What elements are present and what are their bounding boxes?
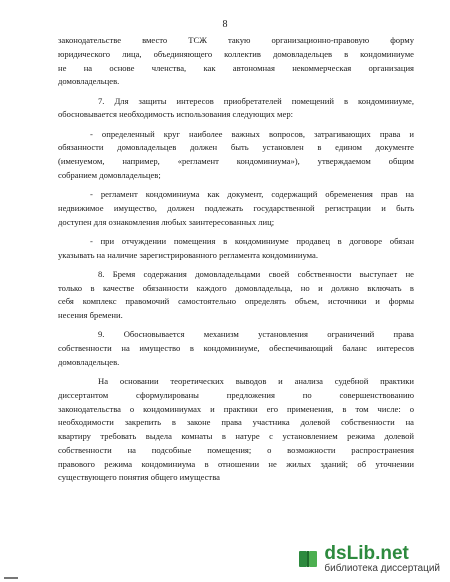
text-line: только в качестве обязанности каждого домовладельца, но и должно включать в [58, 282, 414, 293]
text-line: домовладельцев. [58, 76, 120, 87]
list-item-2-start: - регламент кондоминиума как документ, содержащий обременения прав на [90, 189, 414, 199]
text-line: домовладельцев. [58, 356, 120, 367]
text-line: обосновывается необходимость использования следующих мер: [58, 109, 293, 120]
text-line: не на основе членства, как автономная некоммерческая организация [58, 62, 414, 73]
site-watermark[interactable] [293, 542, 444, 576]
text-line: недвижимое имущество, должен подлежать государственной регистрации и быть [58, 202, 414, 213]
text-line: себя комплекс правомочий самостоятельно определять объем, источники и формы [58, 296, 414, 307]
text-line: доступен для ознакомления любых заинтересованных лиц; [58, 216, 275, 227]
book-logo-icon [297, 548, 319, 570]
text-line: существующего понятия общего имущества [58, 472, 220, 483]
watermark-site-name: dsLib.net [324, 543, 409, 564]
text-line: законодательстве вместо ТСЖ такую организационно-правовую форму [58, 35, 414, 45]
list-item-1-start: - определенный круг наиболее важных вопросов, затрагивающих права и [90, 128, 414, 139]
text-line: правового режима кондоминиума в отношении не жилых зданий; об уточнении [58, 458, 414, 469]
text-line: собранием домовладельцев; [58, 169, 161, 180]
text-line: (именуемом, например, «регламент кондоминиума»), утверждаемом общим [58, 156, 414, 166]
text-line: необходимости закрепить в законе права участника долевой собственности на [58, 417, 414, 428]
corner-mark [4, 577, 18, 579]
body-text [58, 34, 414, 485]
text-line: указывать на наличие зарегистрированного регламента кондоминиума. [58, 249, 319, 260]
text-line: обязанности домовладельцев должен быть установлен в едином документе [58, 142, 414, 153]
watermark-tagline: библиотека диссертаций [324, 563, 440, 574]
page-number: 8 [222, 19, 228, 30]
paragraph-8-start: 8. Бремя содержания домовладельцами своей собственности выступает не [98, 268, 414, 279]
paragraph-7-start: 7. Для защиты интересов приобретателей помещений в кондоминиуме, [98, 95, 414, 106]
text-line: несения бремени. [58, 310, 123, 320]
text-line: юридического лица, объединяющего коллектив домовладельцев в кондоминиуме [58, 48, 414, 59]
text-line: собственности на подсобные помещения; о возможности распространения [58, 444, 414, 455]
list-item-3-start: - при отчуждении помещения в кондоминиуме продавец в договоре обязан [90, 235, 414, 246]
paragraph-9-start: 9. Обосновывается механизм установления ограничений права [98, 329, 414, 340]
text-line: законодательства о кондоминиумах и практики его применения, в том числе: о [58, 403, 414, 414]
text-line: собственности на имущество в кондоминиуме, обеспечивающий баланс интересов [58, 343, 414, 353]
text-line: квартиру требовать выдела комнаты в натуре с установлением режима долевой [58, 431, 414, 441]
text-line: диссертантом сформулированы предложения по совершенствованию [58, 389, 414, 400]
paragraph-conclusions-start: На основании теоретических выводов и анализа судебной практики [98, 376, 414, 386]
